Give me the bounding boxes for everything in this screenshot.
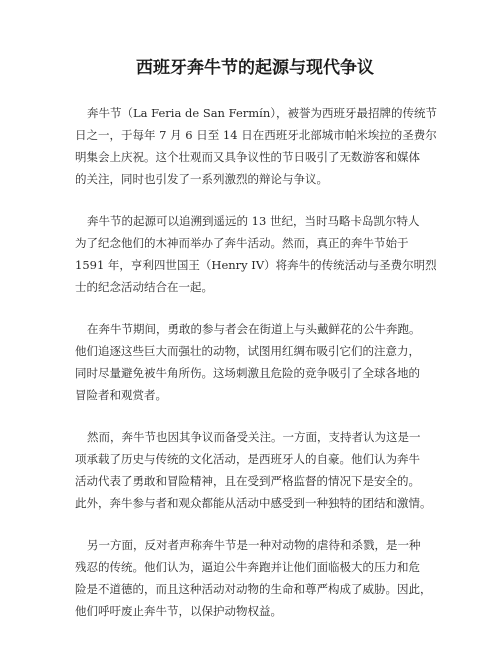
paragraph-2 (75, 210, 452, 298)
paragraph-line: 险是不道德的，而且这种活动对动物的生命和尊严构成了威胁。因此， (75, 582, 432, 596)
paragraph-4 (75, 426, 452, 514)
paragraph-line: 明集会上庆祝。这个壮观而又具争议性的节日吸引了无数游客和媒体 (75, 150, 420, 164)
paragraph-line: 的关注，同时也引发了一系列激烈的辩论与争议。 (75, 172, 328, 186)
paragraph-5 (75, 534, 452, 622)
paragraph-3 (75, 318, 452, 406)
paragraph-line: 项承载了历史与传统的文化活动，是西班牙人的自豪。他们认为奔牛 (75, 452, 420, 466)
paragraph-line: 日之一，于每年 7 月 6 日至 14 日在西班牙北部城市帕米埃拉的圣费尔 (75, 128, 437, 142)
paragraph-line: 在奔牛节期间，勇敢的参与者会在街道上与头戴鲜花的公牛奔跑。 (87, 322, 421, 336)
paragraph-line: 另一方面，反对者声称奔牛节是一种对动物的虐待和杀戮，是一种 (87, 538, 421, 552)
paragraph-line: 奔牛节（La Feria de San Fermín），被誉为西班牙最招牌的传统节 (87, 106, 438, 120)
paragraph-line: 然而，奔牛节也因其争议而备受关注。一方面，支持者认为这是一 (87, 430, 421, 444)
paragraph-line: 此外，奔牛参与者和观众都能从活动中感受到一种独特的团结和激情。 (75, 496, 432, 510)
paragraph-line: 士的纪念活动结合在一起。 (75, 280, 213, 294)
paragraph-line: 残忍的传统。他们认为，逼迫公牛奔跑并让他们面临极大的压力和危 (75, 560, 420, 574)
paragraph-line: 活动代表了勇敢和冒险精神，且在受到严格监督的情况下是安全的。 (75, 474, 420, 488)
paragraph-line: 奔牛节的起源可以追溯到遥远的 13 世纪，当时马略卡岛凯尔特人 (87, 214, 420, 228)
paragraph-1 (75, 102, 452, 190)
paragraph-line: 他们追逐这些巨大而强壮的动物，试图用红绸布吸引它们的注意力， (75, 344, 420, 358)
paragraph-line: 1591 年，亨利四世国王（Henry IV）将奔牛的传统活动与圣费尔明烈 (75, 258, 437, 272)
paragraph-line: 冒险者和观赏者。 (75, 388, 167, 402)
document-title: 西班牙奔牛节的起源与现代争议 (136, 58, 374, 78)
paragraph-line: 同时尽量避免被牛角所伤。这场刺激且危险的竞争吸引了全球各地的 (75, 366, 420, 380)
paragraph-line: 为了纪念他们的木神而举办了奔牛活动。然而，真正的奔牛节始于 (75, 236, 409, 250)
paragraph-line: 他们呼吁废止奔牛节，以保护动物权益。 (75, 604, 282, 618)
